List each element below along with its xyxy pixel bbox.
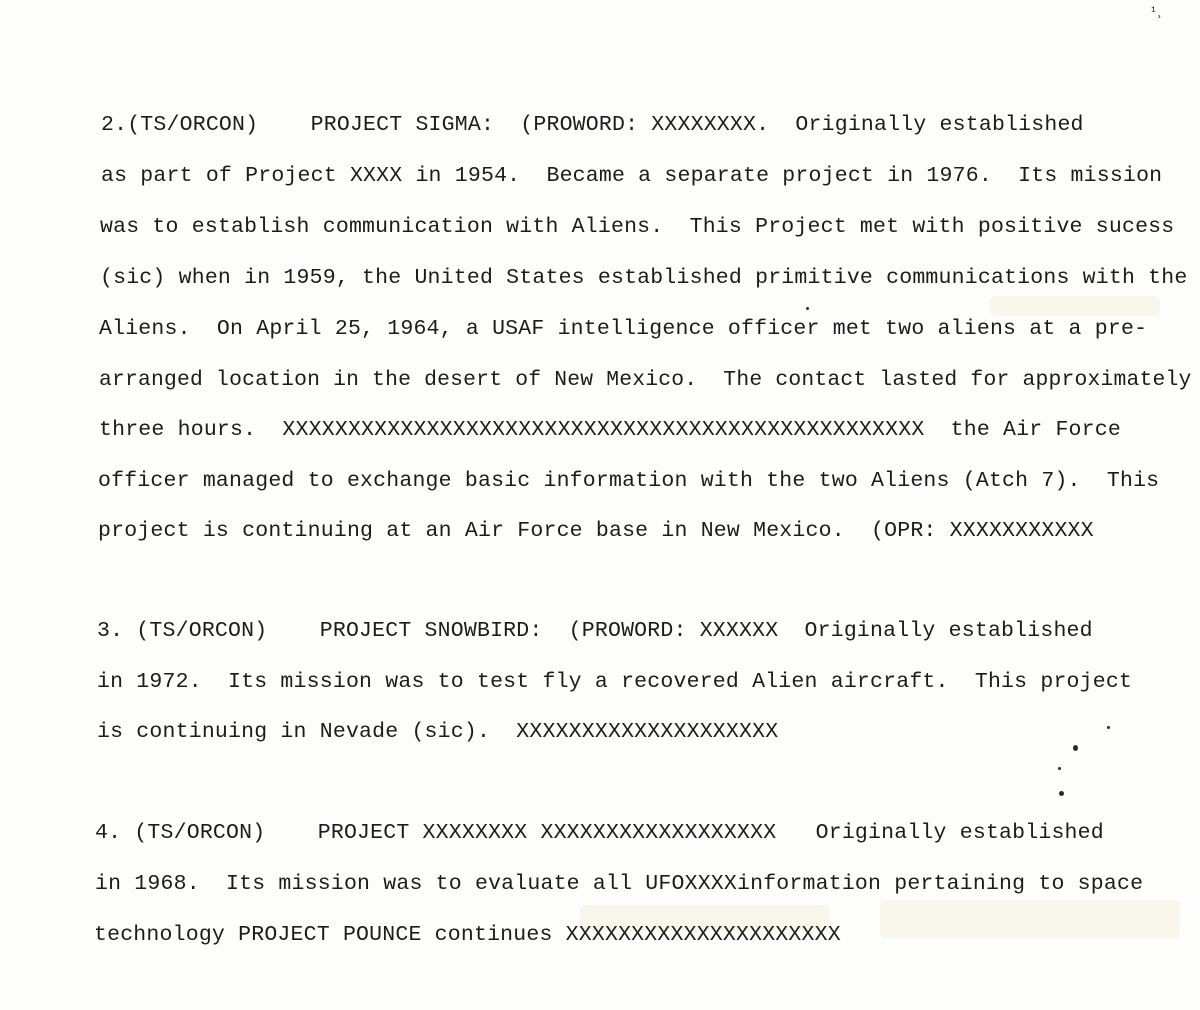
ink-speck bbox=[1107, 726, 1110, 729]
ink-speck bbox=[806, 307, 809, 310]
ink-speck bbox=[1073, 745, 1078, 751]
paragraph-line: technology PROJECT POUNCE continues XXXXXXXXXXXXXXXXXXXXX bbox=[94, 923, 841, 947]
paragraph-line: 4. (TS/ORCON) PROJECT XXXXXXXX XXXXXXXXXXXXXXXXXX Originally established bbox=[95, 821, 1104, 845]
paragraph-line: three hours. XXXXXXXXXXXXXXXXXXXXXXXXXXXXXXXXXXXXXXXXXXXXXXXXX the Air Force bbox=[99, 418, 1121, 442]
paragraph-line: (sic) when in 1959, the United States established primitive communications with the bbox=[100, 266, 1188, 290]
ink-speck bbox=[1058, 767, 1061, 770]
paper-smudge bbox=[880, 900, 1180, 938]
paragraph-line: Aliens. On April 25, 1964, a USAF intelligence officer met two aliens at a pre- bbox=[99, 317, 1148, 341]
ink-speck bbox=[1059, 791, 1064, 796]
paper-smudge bbox=[990, 296, 1160, 316]
paragraph-line: arranged location in the desert of New Mexico. The contact lasted for approximately bbox=[99, 368, 1192, 392]
paragraph-line: project is continuing at an Air Force base in New Mexico. (OPR: XXXXXXXXXXX bbox=[98, 519, 1094, 543]
paragraph-line: in 1968. Its mission was to evaluate all UFOXXXXinformation pertaining to space bbox=[95, 872, 1144, 896]
paragraph-line: officer managed to exchange basic information with the two Aliens (Atch 7). This bbox=[98, 469, 1160, 493]
corner-mark: ¹¸ bbox=[1150, 5, 1165, 19]
paragraph-line: 3. (TS/ORCON) PROJECT SNOWBIRD: (PROWORD: XXXXXX Originally established bbox=[97, 619, 1093, 643]
paragraph-line: 2.(TS/ORCON) PROJECT SIGMA: (PROWORD: XXXXXXXX. Originally established bbox=[101, 113, 1084, 137]
paragraph-line: as part of Project XXXX in 1954. Became a separate project in 1976. Its mission bbox=[101, 164, 1163, 188]
paragraph-line: is continuing in Nevade (sic). XXXXXXXXXXXXXXXXXXXX bbox=[97, 720, 779, 744]
paragraph-line: was to establish communication with Aliens. This Project met with positive sucess bbox=[100, 215, 1175, 239]
paragraph-line: in 1972. Its mission was to test fly a recovered Alien aircraft. This project bbox=[97, 670, 1133, 694]
